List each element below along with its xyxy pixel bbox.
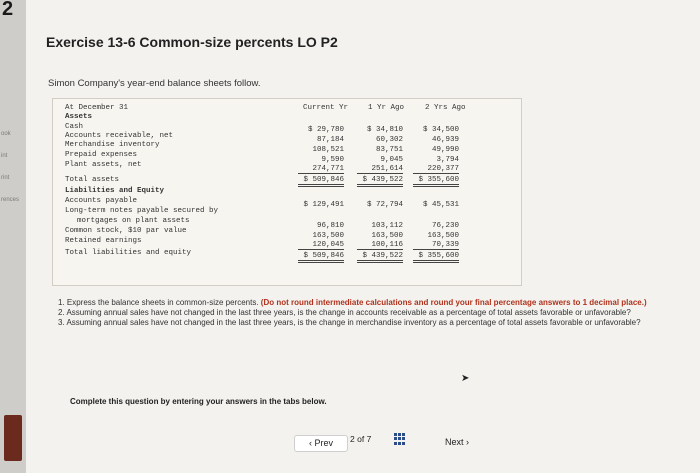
- row-value: 3,794: [436, 156, 459, 164]
- row-label: Plant assets, net: [65, 161, 142, 169]
- assets-heading: Assets: [65, 113, 93, 121]
- row-label: Accounts payable: [65, 197, 138, 205]
- row-value: 49,990: [431, 146, 459, 154]
- row-value: $ 509,846: [298, 252, 344, 263]
- navigation-bar: [26, 422, 700, 473]
- row-value: $ 29,780: [307, 126, 344, 134]
- liabilities-heading: Liabilities and Equity: [65, 187, 165, 195]
- row-value: 76,230: [431, 222, 459, 230]
- row-value: 163,500: [427, 232, 459, 240]
- page-indicator: [350, 434, 371, 444]
- row-label: Long-term notes payable secured by: [65, 207, 219, 215]
- question-3: 3. Assuming annual sales have not changed in the last three years, is the change in merchandise inventory as a percentage of total assets favorable or unfavorable?: [58, 318, 641, 327]
- row-value: 60,302: [375, 136, 403, 144]
- question-1-instruction: (Do not round intermediate calculations and round your final percentage answers to 1 decimal place.): [260, 298, 647, 307]
- header-1-yr-ago: 1 Yr Ago: [368, 104, 405, 112]
- left-sidebar-strip: [0, 0, 26, 473]
- question-2: 2. Assuming annual sales have not changed in the last three years, is the change in accounts receivable as a percentage of total assets favorable or unfavorable?: [58, 308, 631, 317]
- question-1: 1. Express the balance sheets in common-size percents.: [58, 298, 259, 307]
- row-value: $ 509,846: [298, 176, 344, 187]
- row-value: 274,771: [298, 165, 344, 174]
- side-label-rint[interactable]: rint: [1, 175, 10, 181]
- row-value: $ 439,522: [357, 252, 403, 263]
- balance-sheet-table: [52, 98, 522, 286]
- current-page: 2: [350, 434, 355, 444]
- row-value: 87,184: [316, 136, 344, 144]
- row-value: $ 355,600: [413, 252, 459, 263]
- question-page: [26, 0, 700, 473]
- side-label-int[interactable]: int: [1, 153, 8, 159]
- prev-button[interactable]: ‹ Prev: [294, 435, 348, 452]
- intro-text: Simon Company's year-end balance sheets follow.: [48, 78, 261, 89]
- row-label: mortgages on plant assets: [77, 217, 190, 225]
- total-pages: 7: [366, 434, 372, 444]
- grid-icon[interactable]: [394, 433, 406, 445]
- row-value: $ 45,531: [422, 201, 459, 209]
- mouse-cursor-icon: ➤: [461, 373, 470, 384]
- row-label: Common stock, $10 par value: [65, 227, 187, 235]
- row-label: Accounts receivable, net: [65, 132, 174, 140]
- header-current-yr: Current Yr: [303, 104, 349, 112]
- row-label: Merchandise inventory: [65, 141, 160, 149]
- row-value: 96,810: [316, 222, 344, 230]
- row-value: $ 439,522: [357, 176, 403, 187]
- question-list: [58, 298, 678, 328]
- row-value: 100,116: [357, 241, 403, 250]
- row-value: 9,590: [321, 156, 344, 164]
- row-value: 251,614: [357, 165, 403, 174]
- row-label: Total assets: [65, 176, 120, 184]
- row-value: 83,751: [375, 146, 403, 154]
- row-value: 220,377: [413, 165, 459, 174]
- row-value: $ 34,810: [366, 126, 403, 134]
- row-label: Cash: [65, 123, 84, 131]
- page-title: Exercise 13-6 Common-size percents LO P2: [46, 34, 338, 50]
- row-value: $ 34,500: [422, 126, 459, 134]
- side-label-rences[interactable]: rences: [1, 197, 20, 203]
- header-2-yrs-ago: 2 Yrs Ago: [425, 104, 466, 112]
- corner-digit: 2: [2, 0, 14, 20]
- next-button[interactable]: Next ›: [444, 437, 469, 447]
- row-label: Total liabilities and equity: [65, 249, 192, 257]
- row-value: 9,045: [380, 156, 403, 164]
- row-value: 108,521: [312, 146, 344, 154]
- row-label: Retained earnings: [65, 237, 142, 245]
- row-value: 120,045: [298, 241, 344, 250]
- header-label: At December 31: [65, 104, 129, 112]
- row-label: Prepaid expenses: [65, 151, 138, 159]
- row-value: 70,339: [413, 241, 459, 250]
- row-value: 163,500: [371, 232, 403, 240]
- page-of: of: [357, 434, 365, 444]
- row-value: 103,112: [371, 222, 403, 230]
- row-value: 163,500: [312, 232, 344, 240]
- row-value: $ 72,794: [366, 201, 403, 209]
- row-value: 46,939: [431, 136, 459, 144]
- tabs-prompt: Complete this question by entering your answers in the tabs below.: [70, 397, 327, 406]
- row-value: $ 129,491: [303, 201, 344, 209]
- side-label-ook[interactable]: ook: [1, 131, 11, 137]
- row-value: $ 355,600: [413, 176, 459, 187]
- brand-badge: [4, 415, 22, 461]
